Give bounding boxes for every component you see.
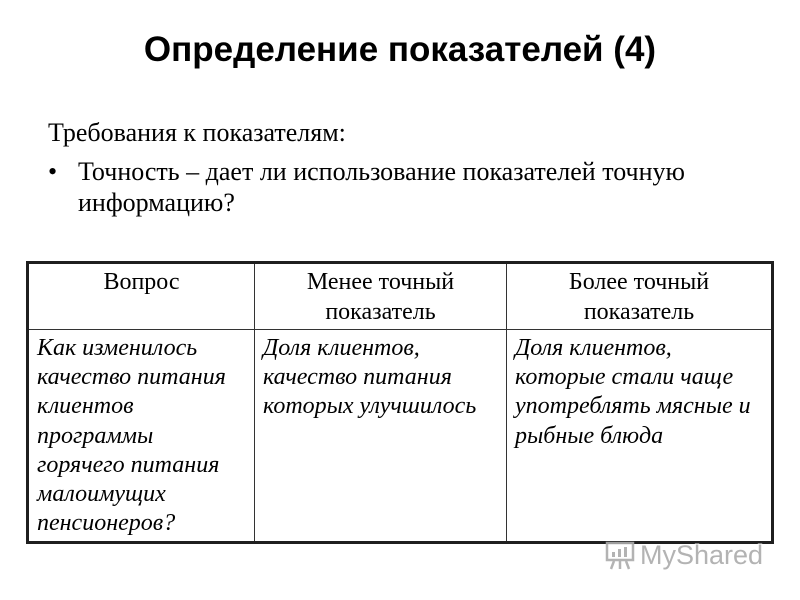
bullet-item — [48, 156, 770, 218]
presentation-board-icon — [604, 539, 636, 571]
bullet-marker: • — [48, 157, 58, 186]
indicators-table — [26, 261, 774, 544]
bullet-text: Точность – дает ли использование показателей точную информацию? — [78, 157, 685, 217]
requirements-heading: Требования к показателям: — [48, 118, 346, 147]
watermark — [604, 537, 763, 573]
table-cell-question: Как изменилось качество питания клиентов программы горячего питания малоимущих пенсионеров? — [29, 330, 255, 541]
table-cell-less-accurate: Доля клиентов, качество питания которых улучшилось — [255, 330, 507, 541]
table-header-more-accurate: Более точный показатель — [507, 264, 771, 330]
table-header-question: Вопрос — [29, 264, 255, 330]
table-cell-more-accurate: Доля клиентов, которые стали чаще употреблять мясные и рыбные блюда — [515, 335, 751, 449]
table-header-less-accurate: Менее точный показатель — [255, 264, 507, 330]
watermark-text: MyShared — [640, 540, 764, 570]
slide-title: Определение показателей (4) — [143, 30, 657, 69]
